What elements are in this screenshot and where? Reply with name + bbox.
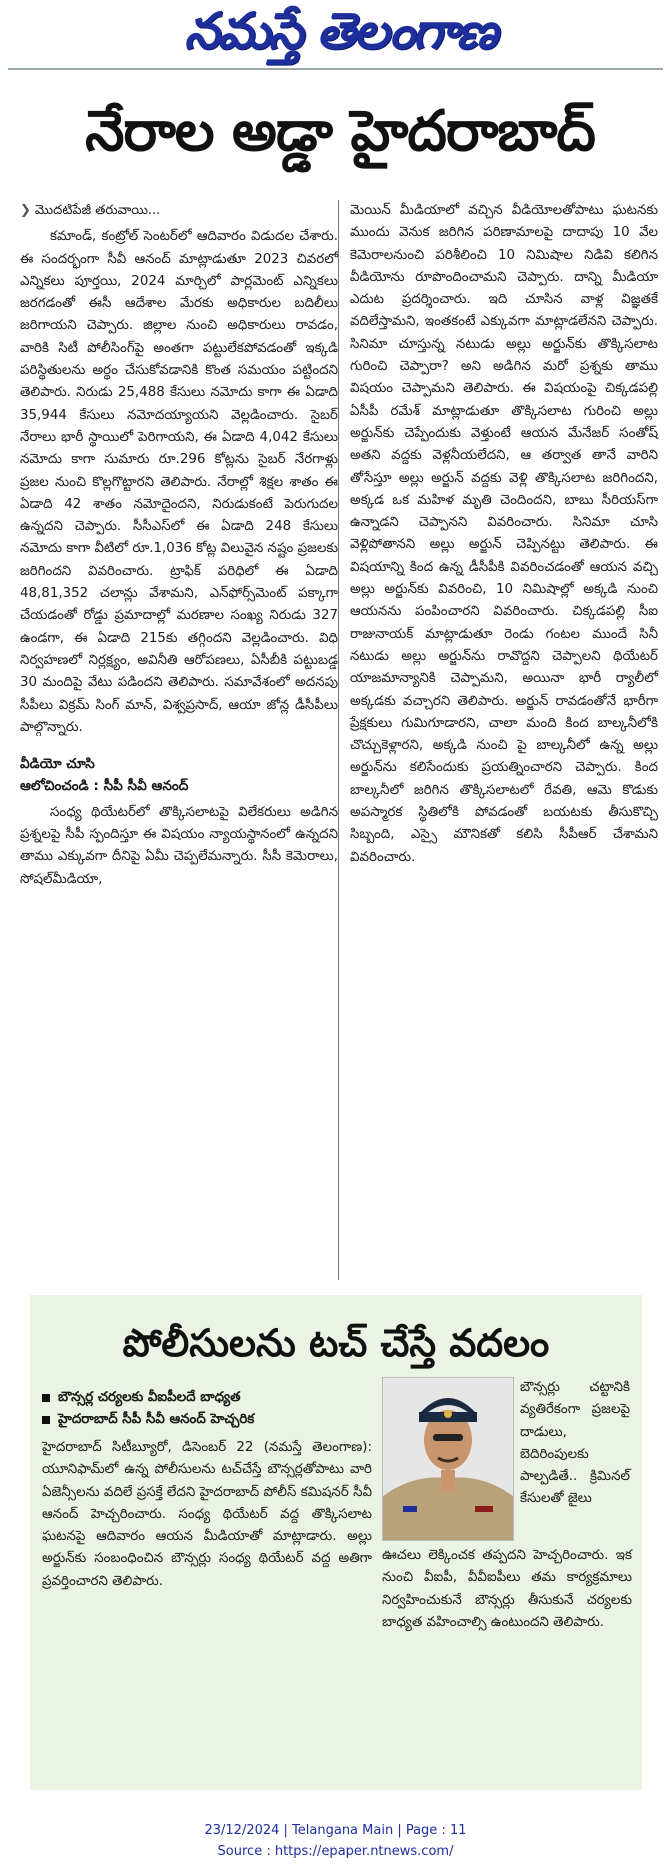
kicker xyxy=(20,200,338,222)
bullet-text: హైదరాబాద్ సీపీ సీవీ ఆనంద్ హెచ్చరిక xyxy=(58,1412,255,1427)
article-right-column xyxy=(350,200,658,871)
bullet-item xyxy=(42,1387,372,1409)
article-subhead: వీడియో చూసి xyxy=(20,756,95,773)
article-paragraph: సంధ్య థియేటర్‌లో తొక్కిసలాటపై విలేకరులు అడిగిన ప్రశ్నలపై సీపీ స్పందిస్తూ ఈ విషయం న్యాయస్థానంలో ఉన్నదని తాము ఎక్కువగా దీనిపై ఏమీ చెప్పలేమన్నారు. సీసీ కెమెరాలు, సోషల్‌మీడియా, xyxy=(20,804,338,887)
bullet-text: బౌన్సర్ల చర్యలకు వీఐపీలదే బాధ్యత xyxy=(58,1390,241,1405)
kicker-text: మొదటిపేజీ తరువాయి... xyxy=(34,203,161,218)
square-bullet-icon xyxy=(42,1416,50,1424)
sidebar-story-title: పోలీసులను టచ్ చేస్తే వదలం xyxy=(122,1321,550,1365)
masthead-rule xyxy=(8,68,663,70)
masthead: నమస్తే తెలంగాణ xyxy=(184,1,496,60)
footer-date-line: 23/12/2024 | Telangana Main | Page : 11 xyxy=(204,1823,467,1838)
footer-source-line: Source : https://epaper.ntnews.com/ xyxy=(217,1844,454,1859)
sidebar-story-bottom-text: ఊచలు లెక్కించక తప్పదని హెచ్చరించారు. ఇక నుంచి వీఐపీ, వీవీఐపీలు తమ కార్యక్రమాలు నిర్వహించుకునే బౌన్సర్లు తీసుకునే చర్యలకు బాధ్యత వహించాల్సి ఉంటుందని తెలిపారు. xyxy=(382,1548,632,1630)
article-subhead: ఆలోచించండి : సీపీ సీవీ ఆనంద్ xyxy=(20,778,189,795)
sidebar-story-side-text: బౌన్సర్లు చట్టానికి వ్యతిరేకంగా ప్రజలపై దాడులు, బెదిరింపులకు పాల్పడితే.. క్రిమినల్ కేసులతో జైలు xyxy=(520,1380,630,1507)
sidebar-story-body: హైదరాబాద్ సిటీబ్యూరో, డిసెంబర్ 22 (నమస్తే తెలంగాణ): యూనిఫామ్‌లో ఉన్న పోలీసులను టచ్‌చేస్తే బౌన్సర్లతోపాటు వారి ఏజెన్సీలను వదిలే ప్రసక్తే లేదని హైదరాబాద్ పోలీస్ కమిషనర్ సీవీ ఆనంద్ హెచ్చరించారు. సంధ్య థియేటర్ వద్ద తొక్కిసలాట ఘటనపై ఆదివారం ఆయన మీడియాతో మాట్లాడారు. అల్లు అర్జున్‌కు సంబంధించిన బౌన్సర్లు సంధ్య థియేటర్ వద్ద అతిగా ప్రవర్తించారని తెలిపారు. xyxy=(42,1440,372,1589)
chevron-right-icon: ❯ xyxy=(20,203,31,218)
sidebar-story-bullets xyxy=(42,1387,372,1431)
person-portrait-icon xyxy=(383,1378,513,1540)
square-bullet-icon xyxy=(42,1394,50,1402)
commissioner-photo xyxy=(382,1377,514,1541)
article-paragraph: కమాండ్, కంట్రోల్ సెంటర్‌లో ఆదివారం విడుదల చేశారు. ఈ సందర్భంగా సీవీ ఆనంద్ మాట్లాడుతూ 2023 చివరలో ఎన్నికలు పూర్తయి, 2024 మార్చిలో పార్లమెంట్ ఎన్నికలు జరగడంతో ఈసీ ఆదేశాల మేరకు అధికారుల బదిలీలు జరిగాయని చెప్పారు. జిల్లాల నుంచి అధికారులు రావడం, వారికి సిటీ పోలీసింగ్‌పై అంతగా పట్టులేకపోవడంతో ఇక్కడి పరిస్థితులను అర్థం చేసుకోవడానికి కొంత సమయం పట్టిందని తెలిపారు. నిరుడు 25,488 కేసులు నమోదు కాగా ఈ ఏడాది 35,944 కేసులు నమోదయ్యాయని వెల్లడించారు. సైబర్ నేరాలు భారీ స్థాయిలో పెరిగాయని, ఈ ఏడాది 4,042 కేసులు నమోదు కాగా సుమారు రూ.296 కోట్లను సైబర్ నేరగాళ్లు ప్రజల నుంచి కొల్లగొట్టారని తెలిపారు. నేరాల్లో శిక్షల శాతం ఈ ఏడాది 42 శాతం నమోదైందని, నిరుడుకంటే పెరుగుదల ఉన్నదని చెప్పారు. సీసీఎస్‌లో ఈ ఏడాది 248 కేసులు నమోదు కాగా వీటిలో రూ.1,036 కోట్ల విలువైన నష్టం ప్రజలకు జరిగిందని వివరించారు. ట్రాఫిక్ పరిధిలో ఈ ఏడాది 48,81,352 చలాన్లు వేశామని, ఎన్‌ఫోర్స్‌మెంట్ పక్కాగా చేయడంతో రోడ్డు ప్రమాదాల్లో మరణాల సంఖ్య నిరుడు 327 ఉండగా, ఈ ఏడాది 215కు తగ్గిందని వెల్లడించారు. విధి నిర్వహణలో నిర్లక్ష్యం, అవినీతి ఆరోపణలు, ఏసీబీకి పట్టుబడ్డ 30 మందిపై వేటు పడిందని తెలిపారు. సమావేశంలో అదనపు సీపీలు విక్రమ్ సింగ్ మాన్, విశ్వప్రసాద్, ఆయా జోన్ల డీసీపీలు పాల్గొన్నారు. xyxy=(20,229,338,735)
bullet-item xyxy=(42,1409,372,1431)
sidebar-story-box xyxy=(30,1295,642,1790)
headline: నేరాల అడ్డా హైదరాబాద్ xyxy=(85,99,595,164)
column-divider xyxy=(338,200,339,1280)
article-left-column xyxy=(20,200,338,893)
article-paragraph: మెయిన్ మీడియాలో వచ్చిన వీడియోలతోపాటు ఘటనకు ముందు వెనుక జరిగిన పరిణామాలపై దాదాపు 10 వేల కెమెరాలనుంచి పరిశీలించి 10 నిమిషాల నిడివి కలిగిన వీడియోను రూపొందించామని చెప్పారు. దాన్ని మీడియా ఎదుట ప్రదర్శించారు. ఇది చూసిన వాళ్ల విజ్ఞతకే వదిలేస్తామని, ఇంతకంటే ఎక్కువగా మాట్లాడలేనని చెప్పారు. సినిమా చూస్తున్న నటుడు అల్లు అర్జున్‌కు తొక్కిసలాట గురించి చెప్పారా? అని అడిగిన మరో ప్రశ్నకు తాము విషయం చెప్పామని తెలిపారు. ఈ విషయంపై చిక్కడపల్లి ఏసీపీ రమేశ్ మాట్లాడుతూ తొక్కిసలాట గురించి అల్లు అర్జున్‌కు చెప్పేందుకు వెళ్తుంటే ఆయన మేనేజర్ సంతోష్ అతని వద్దకు వెళ్లనీయలేదని, ఆ తర్వాత తానే వారిని తోసేస్తూ అల్లు అర్జున్ వద్దకు వెళ్లి తొక్కిసలాట జరిగిందని, అక్కడ ఒక మహిళ మృతి చెందిందని, బాబు సీరియస్‌గా ఉన్నాడని చెప్పానని వివరించారు. సినిమా చూసి వెళ్లిపోతానని అల్లు అర్జున్ చెప్పినట్టు తెలిపారు. ఈ విషయాన్ని కింద ఉన్న డీసీపీకి వివరించడంతో ఆయన వచ్చి అల్లు అర్జున్‌కు వివరించి, 10 నిమిషాల్లో అక్కడి నుంచి ఆయనను పంపించారని వివరించారు. చిక్కడపల్లి సీఐ రాజునాయక్ మాట్లాడుతూ రెండు గంటల ముందే సినీ నటుడు అల్లు అర్జున్‌ను రావొద్దని చెప్పాలని థియేటర్ యాజమాన్యానికి చెప్పామని, అయినా భారీ ర్యాలీలో అక్కడకు వచ్చారని తెలిపారు. అర్జున్ రావడంతోనే భారీగా ప్రేక్షకులు గుమిగూడారని, చాలా మంది కింద బాల్కనీలోకి చొచ్చుకెళ్లారని, అక్కడి నుంచి పై బాల్కనీలో ఉన్న అల్లు అర్జున్‌ను కలిసేందుకు ప్రయత్నించారని చెప్పారు. కింద బాల్కనీలో జరిగిన తొక్కిసలాటలో రేవతి, ఆమె కొడుకు అపస్మారక స్థితిలోకి పోవడంతో బయటకు తీసుకొచ్చి సిబ్బంది, ఎస్సై మౌనికతో కలిసి సీపీఆర్ చేశామని వివరించారు. xyxy=(350,203,658,865)
footer xyxy=(0,1820,671,1862)
